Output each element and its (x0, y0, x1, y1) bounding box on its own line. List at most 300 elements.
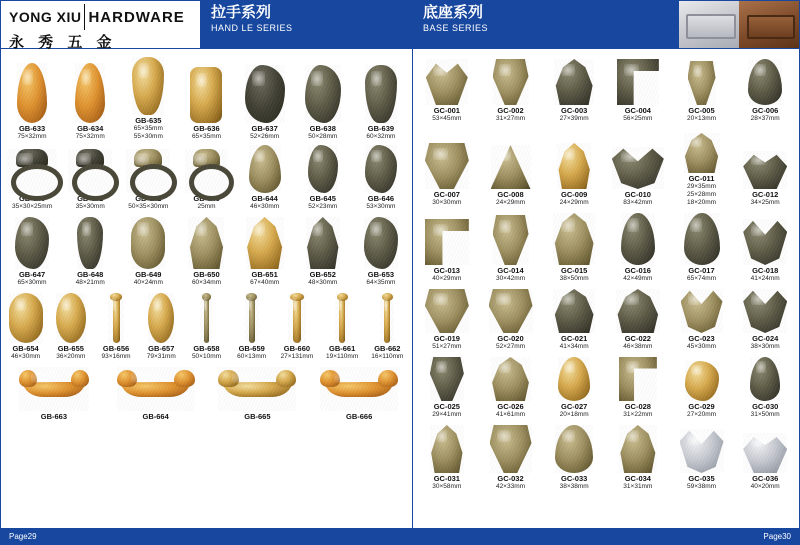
product-code: GB-649 (135, 270, 162, 279)
product-code: GB-646 (367, 194, 395, 203)
catalog-page-right (412, 0, 800, 545)
product-image-holder (480, 53, 542, 105)
product-image-holder (480, 209, 542, 265)
product-dimension: 40×20mm (750, 483, 780, 490)
product-cell[interactable] (733, 53, 797, 125)
product-code: GB-658 (193, 344, 220, 353)
product-code: GB-655 (57, 344, 84, 353)
product-image-holder (607, 53, 669, 105)
left-series-title (201, 1, 412, 48)
product-dimension: 60×32mm (366, 133, 396, 140)
product-cell[interactable] (352, 213, 410, 289)
product-cell[interactable] (606, 53, 670, 125)
product-cell[interactable] (415, 141, 479, 209)
handle-cap (246, 293, 257, 301)
product-image-holder (49, 289, 92, 343)
product-cell[interactable] (177, 213, 235, 289)
product-shape (748, 59, 782, 105)
product-code: GC-008 (497, 190, 524, 199)
product-image (245, 293, 259, 343)
product-image-holder (607, 421, 669, 473)
product-code: GB-663 (40, 412, 67, 421)
product-dimension: 38×30mm (750, 343, 780, 350)
right-series-title (413, 1, 678, 48)
product-cell[interactable] (479, 209, 543, 285)
product-image (108, 293, 124, 343)
product-cell[interactable] (542, 285, 606, 353)
product-row (415, 125, 797, 209)
product-dimension: 46×30mm (250, 203, 280, 210)
product-code: GC-004 (624, 106, 651, 115)
product-image-holder (185, 289, 228, 343)
brand-logo (1, 1, 201, 51)
product-image-holder (295, 143, 351, 193)
product-image-holder (671, 53, 733, 105)
product-cell[interactable] (542, 353, 606, 421)
product-code: GC-027 (561, 402, 588, 411)
product-cell[interactable] (733, 353, 797, 421)
handle-end-left (19, 370, 37, 388)
product-cell[interactable] (139, 289, 184, 363)
product-cell[interactable] (3, 213, 61, 289)
left-page-footer (1, 528, 412, 544)
product-row (415, 353, 797, 421)
product-cell[interactable] (670, 421, 734, 493)
product-cell[interactable] (352, 61, 410, 143)
product-cell[interactable] (294, 61, 352, 143)
product-image-holder (120, 213, 176, 269)
product-code: GC-002 (497, 106, 524, 115)
product-image (246, 217, 284, 269)
product-dimension: 59×38mm (686, 483, 717, 490)
product-image-holder (416, 209, 478, 265)
product-row (3, 213, 410, 289)
product-cell[interactable] (274, 289, 319, 363)
product-image (621, 213, 655, 265)
product-cell[interactable] (415, 53, 479, 125)
product-shape (557, 143, 591, 189)
handle-end-left (218, 370, 238, 388)
product-image (489, 289, 533, 333)
product-dimension: 46×38mm (623, 343, 653, 350)
product-cell[interactable] (119, 143, 177, 213)
right-product-grid (413, 49, 799, 493)
product-cell[interactable] (415, 285, 479, 353)
product-code: GB-644 (251, 194, 278, 203)
product-shape (617, 59, 659, 105)
left-page-number: Page29 (9, 531, 37, 541)
product-shape (75, 63, 105, 123)
product-image-holder (416, 141, 478, 189)
product-shape (743, 219, 787, 265)
product-cell[interactable] (365, 289, 410, 363)
product-image (218, 367, 296, 411)
product-code: GB-659 (238, 344, 265, 353)
product-cell[interactable] (542, 421, 606, 493)
product-cell[interactable] (119, 213, 177, 289)
product-code: GC-015 (561, 266, 588, 275)
product-image (612, 147, 664, 189)
product-code: GB-651 (251, 270, 278, 279)
product-image-holder (140, 289, 183, 343)
product-code: GB-648 (77, 270, 104, 279)
left-page-header (1, 1, 412, 49)
product-dimension: 25mm (197, 203, 216, 210)
product-cell[interactable] (606, 353, 670, 421)
product-cell[interactable] (670, 353, 734, 421)
product-image (7, 149, 57, 193)
product-image-holder (178, 143, 234, 193)
wooden-box-photo (739, 1, 799, 48)
product-cell[interactable] (542, 141, 606, 209)
product-dimension: 83×42mm (623, 199, 653, 206)
product-cell[interactable] (733, 209, 797, 285)
product-cell[interactable] (3, 143, 61, 213)
product-row (415, 209, 797, 285)
product-image (249, 145, 281, 193)
product-cell[interactable] (236, 213, 294, 289)
drop-ring (189, 164, 234, 201)
product-dimension: 67×40mm (250, 279, 280, 286)
product-cell[interactable] (294, 143, 352, 213)
product-shape (148, 293, 174, 343)
product-cell[interactable] (415, 353, 479, 421)
product-code: GC-017 (688, 266, 715, 275)
product-shape (681, 289, 723, 333)
product-dimension: 48×30mm (308, 279, 338, 286)
product-shape (680, 429, 724, 473)
product-shape (619, 425, 657, 473)
product-code: GB-640 (18, 194, 46, 203)
product-shape (305, 65, 341, 123)
product-image (365, 145, 397, 193)
product-cell[interactable] (229, 289, 274, 363)
product-code: GB-643 (193, 194, 220, 203)
product-image-holder (4, 61, 60, 123)
product-image (9, 293, 43, 343)
brand-name-en: YONG XIU (9, 9, 82, 25)
product-shape (425, 143, 469, 189)
product-dimension: 42×33mm (495, 483, 526, 490)
product-image-holder (178, 61, 234, 123)
product-shape (493, 215, 529, 265)
product-cell[interactable] (177, 143, 235, 213)
product-dimension: 27×39mm (559, 115, 589, 122)
product-cell[interactable] (105, 363, 207, 423)
product-image-holder (607, 141, 669, 189)
product-cell[interactable] (61, 143, 119, 213)
product-dimension: 29×41mm (432, 411, 462, 418)
product-code: GC-030 (752, 402, 779, 411)
product-cell[interactable] (479, 421, 543, 493)
product-image (616, 289, 660, 333)
product-image (19, 367, 89, 411)
product-cell[interactable] (670, 53, 734, 125)
product-code: GC-032 (497, 474, 524, 483)
product-cell[interactable] (61, 61, 119, 143)
product-row (3, 53, 410, 143)
product-image (490, 425, 532, 473)
product-image-holder (62, 213, 118, 269)
product-cell[interactable] (294, 213, 352, 289)
product-cell[interactable] (606, 141, 670, 209)
aluminum-case-photo (679, 1, 739, 48)
product-image-holder (671, 353, 733, 401)
product-shape (365, 65, 397, 123)
product-dimension: 19×110mm (326, 353, 359, 360)
product-cell[interactable] (236, 143, 294, 213)
product-dimension: 31×31mm (623, 483, 653, 490)
product-image (553, 289, 595, 333)
product-cell[interactable] (670, 209, 734, 285)
product-image-holder (607, 353, 669, 401)
product-cell[interactable] (61, 213, 119, 289)
product-image (493, 59, 529, 105)
product-shape (685, 361, 719, 401)
product-image-holder (4, 213, 60, 269)
product-code: GC-028 (624, 402, 651, 411)
product-image (335, 293, 349, 343)
handle-cap (337, 293, 348, 301)
product-dimension: 18×20mm (686, 199, 717, 206)
product-image (750, 357, 780, 401)
product-dimension: 31×22mm (623, 411, 653, 418)
product-dimension: 50×10mm (191, 353, 222, 360)
product-code: GC-029 (688, 402, 715, 411)
product-shape (425, 219, 469, 265)
product-code: GB-650 (193, 270, 220, 279)
product-image (491, 357, 531, 401)
product-code: GB-633 (18, 124, 46, 133)
product-image (188, 217, 224, 269)
product-dimension: 40×29mm (432, 275, 462, 282)
product-shape (425, 289, 469, 333)
product-image-holder (543, 353, 605, 401)
product-dimension: 48×21mm (75, 279, 105, 286)
product-code: GC-014 (497, 266, 524, 275)
logo-divider (84, 4, 85, 30)
left-series-cn: 拉手系列 (211, 4, 272, 21)
product-image-holder (734, 209, 796, 265)
product-image-holder (734, 353, 796, 401)
product-image (558, 357, 590, 401)
product-cell[interactable] (184, 289, 229, 363)
product-shape (490, 425, 532, 473)
product-image (426, 59, 468, 105)
product-cell[interactable] (542, 209, 606, 285)
product-image-holder (671, 421, 733, 473)
product-dimension: 65×30mm (17, 279, 47, 286)
product-shape (430, 357, 464, 401)
product-cell[interactable] (479, 285, 543, 353)
product-shape (426, 59, 468, 105)
product-code: GB-660 (283, 344, 311, 353)
product-image-holder (353, 143, 409, 193)
product-cell[interactable] (733, 285, 797, 353)
product-cell[interactable] (93, 289, 138, 363)
product-cell[interactable] (177, 61, 235, 143)
product-image-holder (416, 285, 478, 333)
product-image (15, 217, 49, 269)
product-image-holder (734, 421, 796, 473)
product-dimension: 28×37mm (750, 115, 780, 122)
product-code: GB-652 (309, 270, 336, 279)
product-code: GB-647 (18, 270, 46, 279)
product-code: GC-013 (433, 266, 460, 275)
product-image-holder (416, 53, 478, 105)
product-cell[interactable] (415, 421, 479, 493)
product-image (688, 61, 716, 105)
product-dimension: 25×28mm (686, 191, 717, 198)
product-shape (132, 57, 164, 115)
product-cell[interactable] (207, 363, 309, 423)
product-image (306, 217, 340, 269)
product-shape (621, 213, 655, 265)
product-cell[interactable] (670, 285, 734, 353)
product-cell[interactable] (479, 53, 543, 125)
product-code: GC-023 (688, 334, 715, 343)
product-image-holder (607, 285, 669, 333)
product-code: GC-033 (561, 474, 588, 483)
product-image-holder (734, 53, 796, 105)
product-image (131, 217, 165, 269)
product-image (557, 143, 591, 189)
product-cell[interactable] (352, 143, 410, 213)
product-code: GC-003 (561, 106, 588, 115)
product-cell[interactable] (3, 61, 61, 143)
product-image-holder (208, 363, 308, 411)
product-cell[interactable] (48, 289, 93, 363)
product-dimension: 52×23mm (308, 203, 338, 210)
product-cell[interactable] (606, 285, 670, 353)
product-image (75, 63, 105, 123)
product-image-holder (237, 61, 293, 123)
product-shape (188, 217, 224, 269)
product-dimension: 53×30mm (366, 203, 396, 210)
product-image (56, 293, 86, 343)
product-code: GB-639 (367, 124, 395, 133)
product-dimension: 55×30mm (133, 133, 163, 140)
product-image (748, 59, 782, 105)
product-shape (554, 59, 594, 105)
product-shape (743, 289, 787, 333)
product-cell[interactable] (415, 209, 479, 285)
product-shape (688, 61, 716, 105)
product-code: GB-635 (135, 116, 162, 125)
product-code: GC-034 (624, 474, 651, 483)
product-cell[interactable] (733, 421, 797, 493)
product-cell[interactable] (3, 363, 105, 423)
product-code: GB-664 (142, 412, 169, 421)
product-shape (364, 217, 398, 269)
product-image (430, 357, 464, 401)
product-image-holder (607, 209, 669, 265)
product-row (415, 53, 797, 125)
product-dimension: 30×42mm (495, 275, 526, 282)
product-cell[interactable] (670, 125, 734, 209)
product-code: GB-634 (77, 124, 104, 133)
product-dimension: 64×35mm (366, 279, 396, 286)
left-series-en: HAND LE SERIES (211, 23, 293, 33)
brand-name-cn: 永 秀 五 金 (9, 34, 117, 51)
product-cell[interactable] (3, 289, 48, 363)
handle-end-right (71, 370, 89, 388)
product-image-holder (480, 421, 542, 473)
product-dimension: 41×61mm (495, 411, 526, 418)
product-shape (306, 217, 340, 269)
product-dimension: 24×29mm (495, 199, 526, 206)
product-image-holder (543, 285, 605, 333)
product-image-holder (94, 289, 137, 343)
product-cell[interactable] (119, 53, 177, 143)
handle-end-right (276, 370, 296, 388)
product-dimension: 30×58mm (432, 483, 462, 490)
product-dimension: 35×30×25mm (12, 203, 53, 210)
product-shape (131, 217, 165, 269)
product-dimension: 31×50mm (750, 411, 780, 418)
product-code: GB-657 (148, 344, 175, 353)
product-image-holder (230, 289, 273, 343)
product-image-holder (671, 285, 733, 333)
product-image-holder (4, 143, 60, 193)
product-code: GC-022 (624, 334, 651, 343)
product-code: GB-642 (135, 194, 162, 203)
product-image (554, 59, 594, 105)
product-dimension: 24×29mm (559, 199, 589, 206)
product-code: GC-025 (433, 402, 460, 411)
product-image-holder (178, 213, 234, 269)
product-code: GC-006 (752, 106, 779, 115)
product-image (308, 145, 338, 193)
product-row (3, 143, 410, 213)
product-row (415, 285, 797, 353)
product-image (132, 57, 164, 115)
product-dimension: 41×34mm (559, 343, 589, 350)
product-image (380, 293, 394, 343)
product-image-holder (353, 61, 409, 123)
product-image-holder (321, 289, 364, 343)
product-cell[interactable] (479, 141, 543, 209)
product-image (684, 213, 720, 265)
product-cell[interactable] (606, 421, 670, 493)
product-dimension: 60×13mm (237, 353, 267, 360)
product-shape (17, 63, 47, 123)
product-cell[interactable] (308, 363, 410, 423)
product-code: GC-021 (561, 334, 588, 343)
product-code: GC-007 (433, 190, 460, 199)
product-cell[interactable] (479, 353, 543, 421)
product-image (200, 293, 212, 343)
product-image (743, 289, 787, 333)
product-cell[interactable] (606, 209, 670, 285)
product-cell[interactable] (320, 289, 365, 363)
product-dimension: 50×35×30mm (128, 203, 169, 210)
product-dimension: 56×25mm (623, 115, 653, 122)
product-cell[interactable] (733, 141, 797, 209)
product-cell[interactable] (542, 53, 606, 125)
product-shape (491, 145, 531, 189)
product-dimension: 79×31mm (146, 353, 176, 360)
product-dimension: 50×28mm (308, 133, 338, 140)
product-shape (493, 59, 529, 105)
product-code: GC-001 (433, 106, 460, 115)
product-dimension: 75×32mm (75, 133, 105, 140)
product-dimension: 38×50mm (559, 275, 589, 282)
product-code: GC-011 (688, 174, 715, 183)
product-dimension: 45×30mm (686, 343, 717, 350)
product-cell[interactable] (236, 61, 294, 143)
product-image (430, 425, 464, 473)
